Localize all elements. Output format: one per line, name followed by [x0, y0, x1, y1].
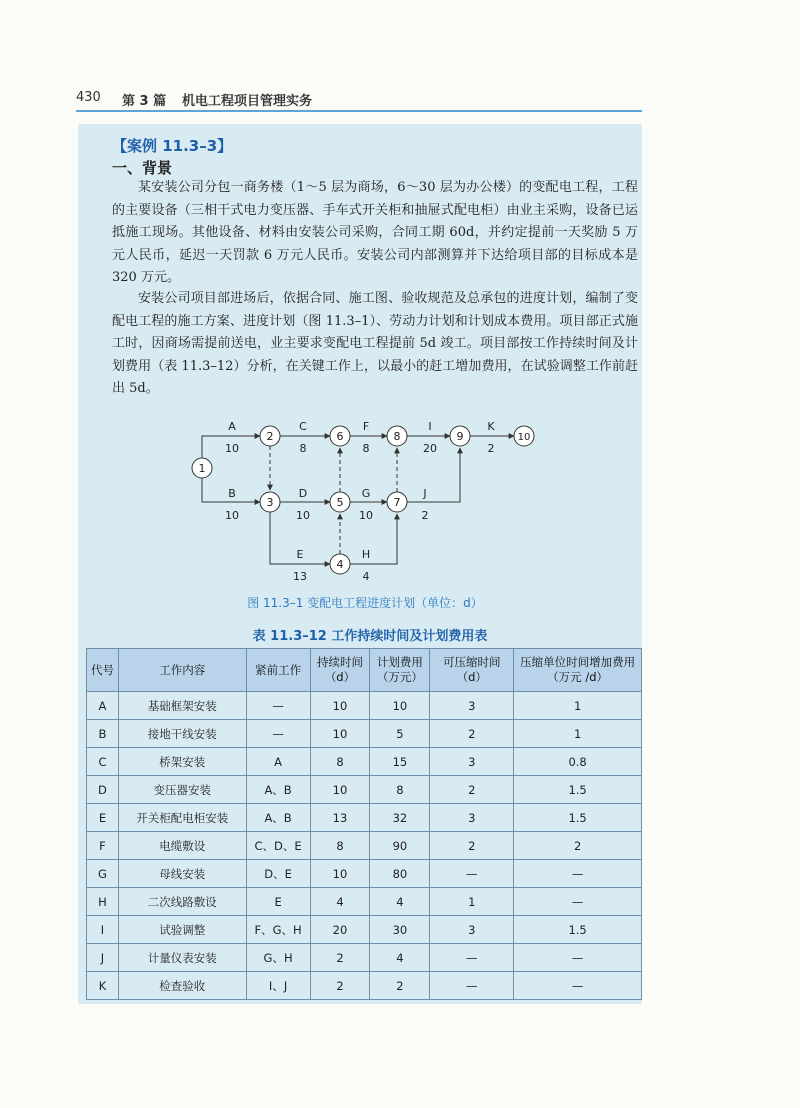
- cell-crash-cost: —: [514, 972, 642, 1000]
- cell-crash-cost: 0.8: [514, 748, 642, 776]
- table-row: [87, 692, 642, 720]
- arrow-h: [350, 514, 397, 564]
- cell-crash-cost: 1.5: [514, 916, 642, 944]
- table-row: [87, 776, 642, 804]
- cell-predecessor: A、B: [246, 804, 310, 832]
- cell-code: C: [87, 748, 119, 776]
- cell-content: 变压器安装: [118, 776, 246, 804]
- cell-duration: 8: [310, 748, 370, 776]
- activity-k-duration: 2: [487, 442, 495, 455]
- activity-b-duration: 10: [225, 509, 239, 522]
- header-code: 代号: [87, 649, 119, 692]
- node-7-label: 7: [393, 496, 401, 509]
- node-4-label: 4: [336, 558, 344, 571]
- cell-crash-cost: —: [514, 888, 642, 916]
- page-header: [76, 88, 642, 110]
- cell-duration: 10: [310, 776, 370, 804]
- node-9-label: 9: [456, 430, 464, 443]
- cell-duration: 4: [310, 888, 370, 916]
- activity-i-name: I: [428, 420, 432, 433]
- cell-crash-cost: 2: [514, 832, 642, 860]
- cell-compressible: 3: [430, 916, 514, 944]
- cell-content: 试验调整: [118, 916, 246, 944]
- cell-code: B: [87, 720, 119, 748]
- cell-cost: 4: [370, 944, 430, 972]
- cell-content: 检查验收: [118, 972, 246, 1000]
- node-3-label: 3: [266, 496, 274, 509]
- cell-predecessor: C、D、E: [246, 832, 310, 860]
- activity-c-duration: 8: [299, 442, 307, 455]
- figure-caption: 图 11.3–1 变配电工程进度计划（单位：d）: [247, 596, 483, 610]
- cell-duration: 10: [310, 692, 370, 720]
- activity-h-name: H: [361, 548, 371, 561]
- cell-duration: 20: [310, 916, 370, 944]
- cell-cost: 5: [370, 720, 430, 748]
- cell-code: G: [87, 860, 119, 888]
- activity-b-name: B: [228, 487, 236, 500]
- cell-predecessor: —: [246, 692, 310, 720]
- cell-code: I: [87, 916, 119, 944]
- paragraph-2: 安装公司项目部进场后，依据合同、施工图、验收规范及总承包的进度计划，编制了变配电工程的施工方案、进度计划（图 11.3–1）、劳动力计划和计划成本费用。项目部正式施工时，因商场需提前送电，业主要求变配电工程提前 5d 竣工。项目部按工作持续时间及计划费用（表 11.3–12）分析，在关键工作上，以最小的赶工增加费用，在试验调整工作前赶出 5d。: [112, 291, 638, 396]
- cell-code: D: [87, 776, 119, 804]
- activity-i-duration: 20: [423, 442, 437, 455]
- cell-compressible: 2: [430, 720, 514, 748]
- table-row: [87, 888, 642, 916]
- cell-crash-cost: 1: [514, 720, 642, 748]
- table-header-row: [87, 649, 642, 692]
- cell-cost: 4: [370, 888, 430, 916]
- network-diagram: [180, 418, 560, 590]
- cell-duration: 10: [310, 860, 370, 888]
- activity-g-name: G: [361, 487, 371, 500]
- activity-e-name: E: [296, 548, 304, 561]
- activity-e-duration: 13: [293, 570, 307, 583]
- activity-j-duration: 2: [421, 509, 429, 522]
- header-cost: 计划费用（万元）: [370, 649, 430, 692]
- activity-k-name: K: [487, 420, 495, 433]
- activity-d-name: D: [298, 487, 308, 500]
- cell-content: 二次线路敷设: [118, 888, 246, 916]
- cell-code: E: [87, 804, 119, 832]
- cell-content: 基础框架安装: [118, 692, 246, 720]
- cell-content: 桥架安装: [118, 748, 246, 776]
- cell-compressible: 3: [430, 692, 514, 720]
- table-row: [87, 804, 642, 832]
- table-row: [87, 832, 642, 860]
- cell-compressible: —: [430, 860, 514, 888]
- cell-cost: 90: [370, 832, 430, 860]
- cell-predecessor: A、B: [246, 776, 310, 804]
- node-2-label: 2: [266, 430, 274, 443]
- cell-compressible: —: [430, 972, 514, 1000]
- work-duration-cost-table: [86, 648, 642, 1000]
- cell-cost: 80: [370, 860, 430, 888]
- cell-predecessor: G、H: [246, 944, 310, 972]
- cell-content: 接地干线安装: [118, 720, 246, 748]
- node-10-label: 10: [517, 432, 531, 443]
- table-row: [87, 972, 642, 1000]
- table-row: [87, 916, 642, 944]
- table-row: [87, 860, 642, 888]
- activity-j-name: J: [423, 487, 427, 500]
- cell-cost: 15: [370, 748, 430, 776]
- activity-a-duration: 10: [225, 442, 239, 455]
- cell-compressible: 2: [430, 832, 514, 860]
- cell-compressible: 3: [430, 804, 514, 832]
- cell-code: H: [87, 888, 119, 916]
- cell-content: 计量仪表安装: [118, 944, 246, 972]
- activity-d-duration: 10: [296, 509, 310, 522]
- cell-predecessor: A: [246, 748, 310, 776]
- cell-predecessor: E: [246, 888, 310, 916]
- cell-code: F: [87, 832, 119, 860]
- table-row: [87, 944, 642, 972]
- cell-crash-cost: —: [514, 944, 642, 972]
- page-number: 430: [76, 90, 101, 105]
- header-rule: [76, 110, 642, 112]
- node-1-label: 1: [198, 462, 206, 475]
- node-6-label: 6: [336, 430, 344, 443]
- table-row: [87, 720, 642, 748]
- case-title: 【案例 11.3–3】: [112, 137, 233, 155]
- header-content: 工作内容: [118, 649, 246, 692]
- header-compressible: 可压缩时间（d）: [430, 649, 514, 692]
- activity-g-duration: 10: [359, 509, 373, 522]
- header-predecessor: 紧前工作: [246, 649, 310, 692]
- arrow-j: [407, 448, 460, 502]
- cell-compressible: 3: [430, 748, 514, 776]
- cell-cost: 2: [370, 972, 430, 1000]
- cell-cost: 32: [370, 804, 430, 832]
- cell-code: K: [87, 972, 119, 1000]
- cell-predecessor: —: [246, 720, 310, 748]
- cell-cost: 10: [370, 692, 430, 720]
- cell-crash-cost: 1.5: [514, 776, 642, 804]
- cell-crash-cost: 1.5: [514, 804, 642, 832]
- activity-f-name: F: [362, 420, 370, 433]
- cell-content: 母线安装: [118, 860, 246, 888]
- header-crash-cost: 压缩单位时间增加费用（万元 /d）: [514, 649, 642, 692]
- cell-duration: 2: [310, 972, 370, 1000]
- cell-content: 电缆敷设: [118, 832, 246, 860]
- cell-crash-cost: 1: [514, 692, 642, 720]
- cell-cost: 8: [370, 776, 430, 804]
- cell-duration: 2: [310, 944, 370, 972]
- cell-cost: 30: [370, 916, 430, 944]
- cell-duration: 13: [310, 804, 370, 832]
- cell-code: J: [87, 944, 119, 972]
- cell-compressible: 2: [430, 776, 514, 804]
- header-duration: 持续时间（d）: [310, 649, 370, 692]
- paragraph-1: 某安装公司分包一商务楼（1～5 层为商场，6～30 层为办公楼）的变配电工程，工程的主要设备（三相干式电力变压器、手车式开关柜和抽屉式配电柜）由业主采购，设备已运抵施工现场。其他设备、材料由安装公司采购，合同工期 60d，并约定提前一天奖励 5 万元人民币，延迟一天罚款 6 万元人民币。安装公司内部测算并下达给项目部的目标成本是 320 万元。: [112, 180, 638, 285]
- cell-duration: 10: [310, 720, 370, 748]
- activity-a-name: A: [228, 420, 236, 433]
- cell-predecessor: F、G、H: [246, 916, 310, 944]
- cell-code: A: [87, 692, 119, 720]
- part-title: 机电工程项目管理实务: [182, 94, 313, 109]
- cell-predecessor: I、J: [246, 972, 310, 1000]
- cell-crash-cost: —: [514, 860, 642, 888]
- activity-f-duration: 8: [362, 442, 370, 455]
- cell-predecessor: D、E: [246, 860, 310, 888]
- section-title: 一、背景: [112, 159, 173, 177]
- node-5-label: 5: [336, 496, 344, 509]
- activity-h-duration: 4: [362, 570, 370, 583]
- node-8-label: 8: [393, 430, 401, 443]
- table-caption: 表 11.3–12 工作持续时间及计划费用表: [252, 629, 488, 644]
- cell-compressible: —: [430, 944, 514, 972]
- cell-content: 开关柜配电柜安装: [118, 804, 246, 832]
- table-row: [87, 748, 642, 776]
- activity-c-name: C: [299, 420, 307, 433]
- cell-compressible: 1: [430, 888, 514, 916]
- part-label: 第 3 篇: [122, 94, 167, 109]
- cell-duration: 8: [310, 832, 370, 860]
